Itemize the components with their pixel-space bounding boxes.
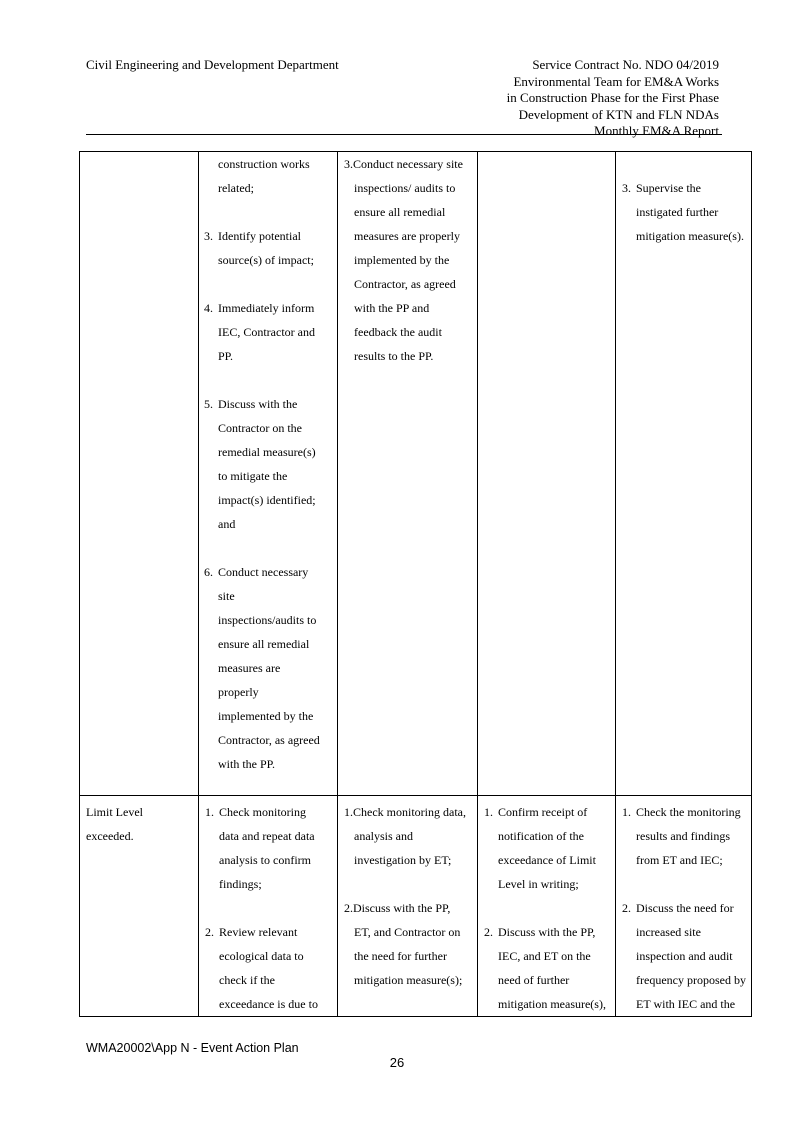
cell-text: results to the PP. <box>354 349 434 363</box>
column-divider <box>198 152 199 1016</box>
cell-text: analysis and <box>354 829 413 843</box>
cell-text: Discuss with the <box>218 397 298 411</box>
item-number: 2. <box>622 901 631 915</box>
event-label: Limit Level <box>86 805 143 819</box>
cell-text: IEC, Contractor and <box>218 325 315 339</box>
cell-text: with the PP. <box>218 757 276 771</box>
column-divider <box>337 152 338 1016</box>
item-number: 2. <box>205 925 214 939</box>
contract-line: Development of KTN and FLN NDAs <box>518 106 719 122</box>
cell-text: ET, and Contractor on <box>354 925 461 939</box>
item-number: 1. <box>205 805 214 819</box>
item-number: 5. <box>204 397 213 411</box>
cell-text: PP. <box>218 349 234 363</box>
cell-text: feedback the audit <box>354 325 442 339</box>
cell-text: Level in writing; <box>498 877 579 891</box>
cell-text: Supervise the <box>636 181 701 195</box>
cell-text: check if the <box>219 973 275 987</box>
cell-text: analysis to confirm <box>219 853 311 867</box>
cell-text: Discuss the need for <box>636 901 734 915</box>
cell-text: mitigation measure(s), <box>498 997 606 1011</box>
cell-text: investigation by ET; <box>354 853 452 867</box>
contract-header <box>399 57 719 140</box>
cell-text: ET with IEC and the <box>636 997 736 1011</box>
cell-text: IEC, and ET on the <box>498 949 591 963</box>
document-reference: WMA20002\App N - Event Action Plan <box>86 1041 299 1055</box>
cell-text: instigated further <box>636 205 719 219</box>
cell-text: notification of the <box>498 829 584 843</box>
department-name: Civil Engineering and Development Department <box>86 57 339 72</box>
cell-text: data and repeat data <box>219 829 315 843</box>
contract-line: in Construction Phase for the First Phase <box>506 90 719 105</box>
cell-text: exceedance of Limit <box>498 853 596 867</box>
contract-line: Monthly EM&A Report <box>594 123 719 138</box>
item-number: 2. <box>484 925 493 939</box>
cell-text: ensure all remedial <box>354 205 446 219</box>
cell-text: Conduct necessary <box>218 565 309 579</box>
cell-text: from ET and IEC; <box>636 853 723 867</box>
item-number: 1. <box>484 805 493 819</box>
cell-text: increased site <box>636 925 701 939</box>
cell-text: properly <box>218 685 259 699</box>
cell-text: 1.Check monitoring data, <box>344 805 466 819</box>
cell-text: Contractor, as agreed <box>354 277 456 291</box>
cell-text: ensure all remedial <box>218 637 310 651</box>
cell-text: implemented by the <box>354 253 450 267</box>
cell-text: Confirm receipt of <box>498 805 588 819</box>
cell-text: mitigation measure(s); <box>354 973 463 987</box>
cell-text: measures are <box>218 661 281 675</box>
cell-text: 2.Discuss with the PP, <box>344 901 451 915</box>
item-number: 6. <box>204 565 213 579</box>
cell-text: source(s) of impact; <box>218 253 314 267</box>
event-label: exceeded. <box>86 829 134 843</box>
cell-text: construction works <box>218 157 310 171</box>
cell-text: results and findings <box>636 829 730 843</box>
item-number: 3. <box>622 181 631 195</box>
cell-text: inspections/audits to <box>218 613 317 627</box>
cell-text: Check the monitoring <box>636 805 741 819</box>
event-action-table <box>79 151 752 1017</box>
cell-text: Contractor, as agreed <box>218 733 320 747</box>
item-number: 4. <box>204 301 213 315</box>
column-divider <box>615 152 616 1016</box>
cell-text: Contractor on the <box>218 421 302 435</box>
cell-text: inspections/ audits to <box>354 181 456 195</box>
header-rule <box>86 134 722 135</box>
cell-text: 3.Conduct necessary site <box>344 157 463 171</box>
cell-text: impact(s) identified; <box>218 493 316 507</box>
item-number: 3. <box>204 229 213 243</box>
cell-text: exceedance is due to <box>219 997 318 1011</box>
cell-text: mitigation measure(s). <box>636 229 744 243</box>
cell-text: Discuss with the PP, <box>498 925 596 939</box>
cell-text: the need for further <box>354 949 447 963</box>
cell-text: related; <box>218 181 254 195</box>
cell-text: and <box>218 517 236 531</box>
cell-text: with the PP and <box>354 301 430 315</box>
contract-line: Environmental Team for EM&A Works <box>513 73 719 89</box>
cell-text: Review relevant <box>219 925 298 939</box>
cell-text: Identify potential <box>218 229 301 243</box>
row-divider <box>80 795 751 796</box>
cell-text: inspection and audit <box>636 949 733 963</box>
cell-text: findings; <box>219 877 262 891</box>
cell-text: Immediately inform <box>218 301 315 315</box>
cell-text: Check monitoring <box>219 805 306 819</box>
item-number: 1. <box>622 805 631 819</box>
cell-text: measures are properly <box>354 229 460 243</box>
column-divider <box>477 152 478 1016</box>
cell-text: implemented by the <box>218 709 314 723</box>
page-number: 26 <box>389 1055 405 1070</box>
contract-line: Service Contract No. NDO 04/2019 <box>532 57 719 72</box>
cell-text: need of further <box>498 973 570 987</box>
cell-text: to mitigate the <box>218 469 288 483</box>
cell-text: ecological data to <box>219 949 304 963</box>
cell-text: remedial measure(s) <box>218 445 316 459</box>
cell-text: site <box>218 589 235 603</box>
cell-text: frequency proposed by <box>636 973 746 987</box>
